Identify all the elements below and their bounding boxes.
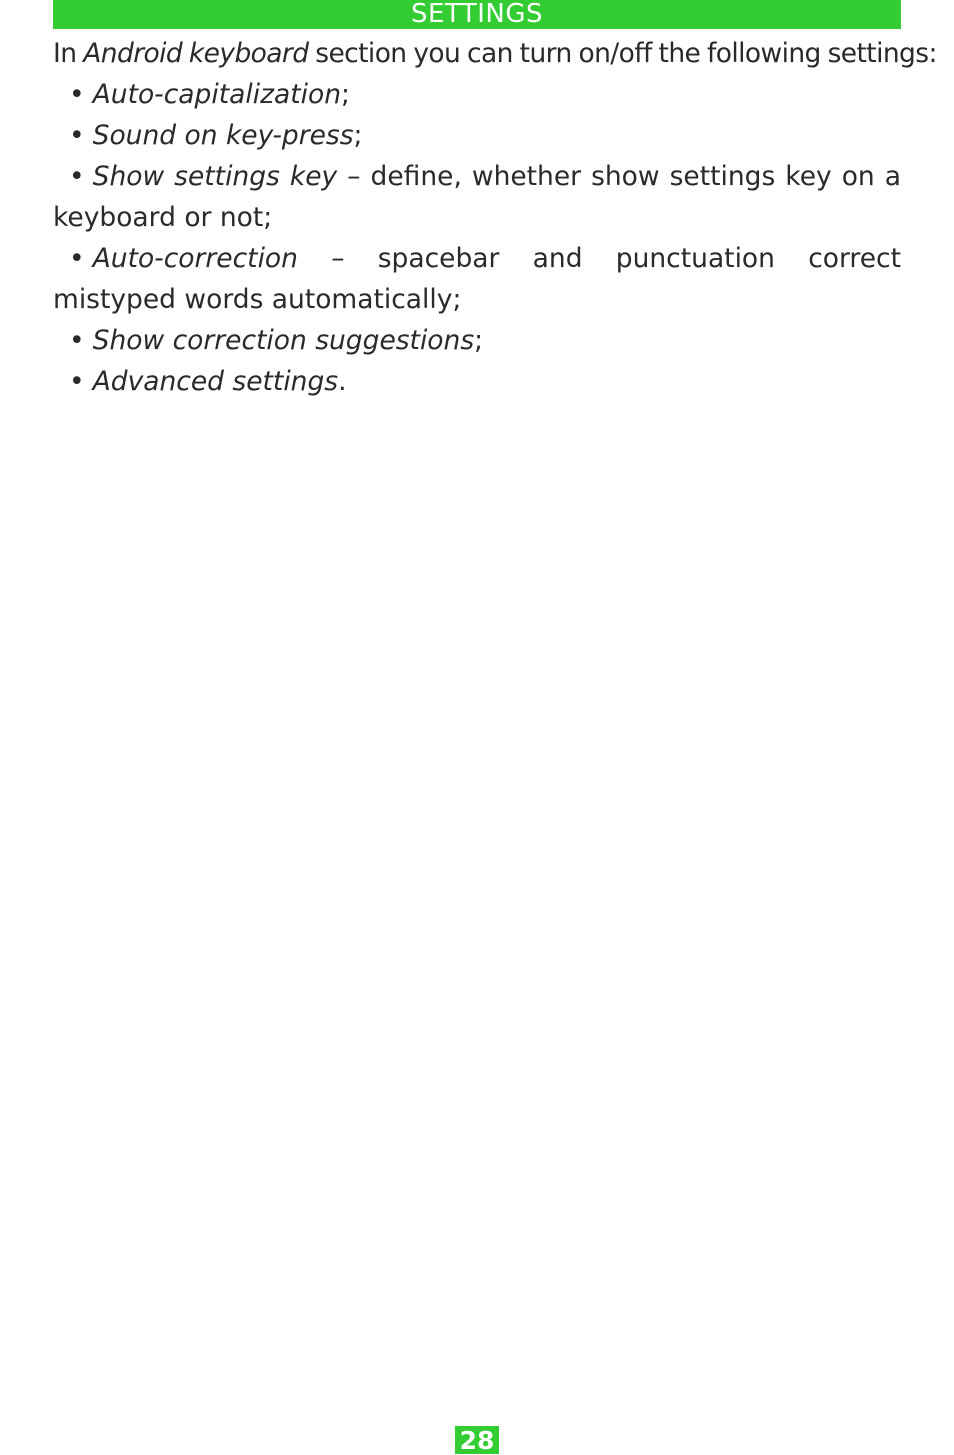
item-label: Auto-correction	[92, 243, 298, 274]
item-text: – spacebar and punctuation correct mistyped words automatically;	[53, 243, 901, 315]
list-item	[53, 156, 901, 238]
intro-emphasis: Android keyboard	[83, 38, 309, 69]
list-item	[53, 115, 901, 156]
bullet-icon: •	[69, 79, 85, 110]
section-title: SETTINGS	[410, 0, 543, 29]
item-label: Sound on key-press	[92, 120, 354, 151]
document-body	[53, 33, 937, 402]
item-label: Auto-capitalization	[92, 79, 341, 110]
list-item	[53, 361, 901, 402]
list-item	[53, 238, 901, 320]
list-item	[53, 74, 901, 115]
bullet-icon: •	[69, 325, 85, 356]
intro-prefix: In	[53, 38, 84, 69]
bullet-icon: •	[69, 243, 85, 274]
item-text: – define, whether show settings key on a keyboard or not;	[53, 161, 901, 233]
intro-suffix: section you can turn on/off the following settings:	[308, 38, 937, 69]
item-text: ;	[341, 79, 350, 110]
item-label: Show correction suggestions	[92, 325, 475, 356]
bullet-icon: •	[69, 161, 85, 192]
page-number: 28	[459, 1426, 495, 1455]
page-number-badge	[455, 1426, 499, 1454]
item-text: ;	[474, 325, 484, 356]
list-item	[53, 320, 901, 361]
bullet-icon: •	[69, 366, 85, 397]
item-text: .	[338, 366, 347, 397]
section-header	[53, 0, 901, 29]
item-label: Show settings key	[92, 161, 338, 192]
intro-paragraph	[53, 33, 937, 74]
bullet-icon: •	[69, 120, 85, 151]
item-label: Advanced settings	[92, 366, 339, 397]
item-text: ;	[353, 120, 363, 151]
